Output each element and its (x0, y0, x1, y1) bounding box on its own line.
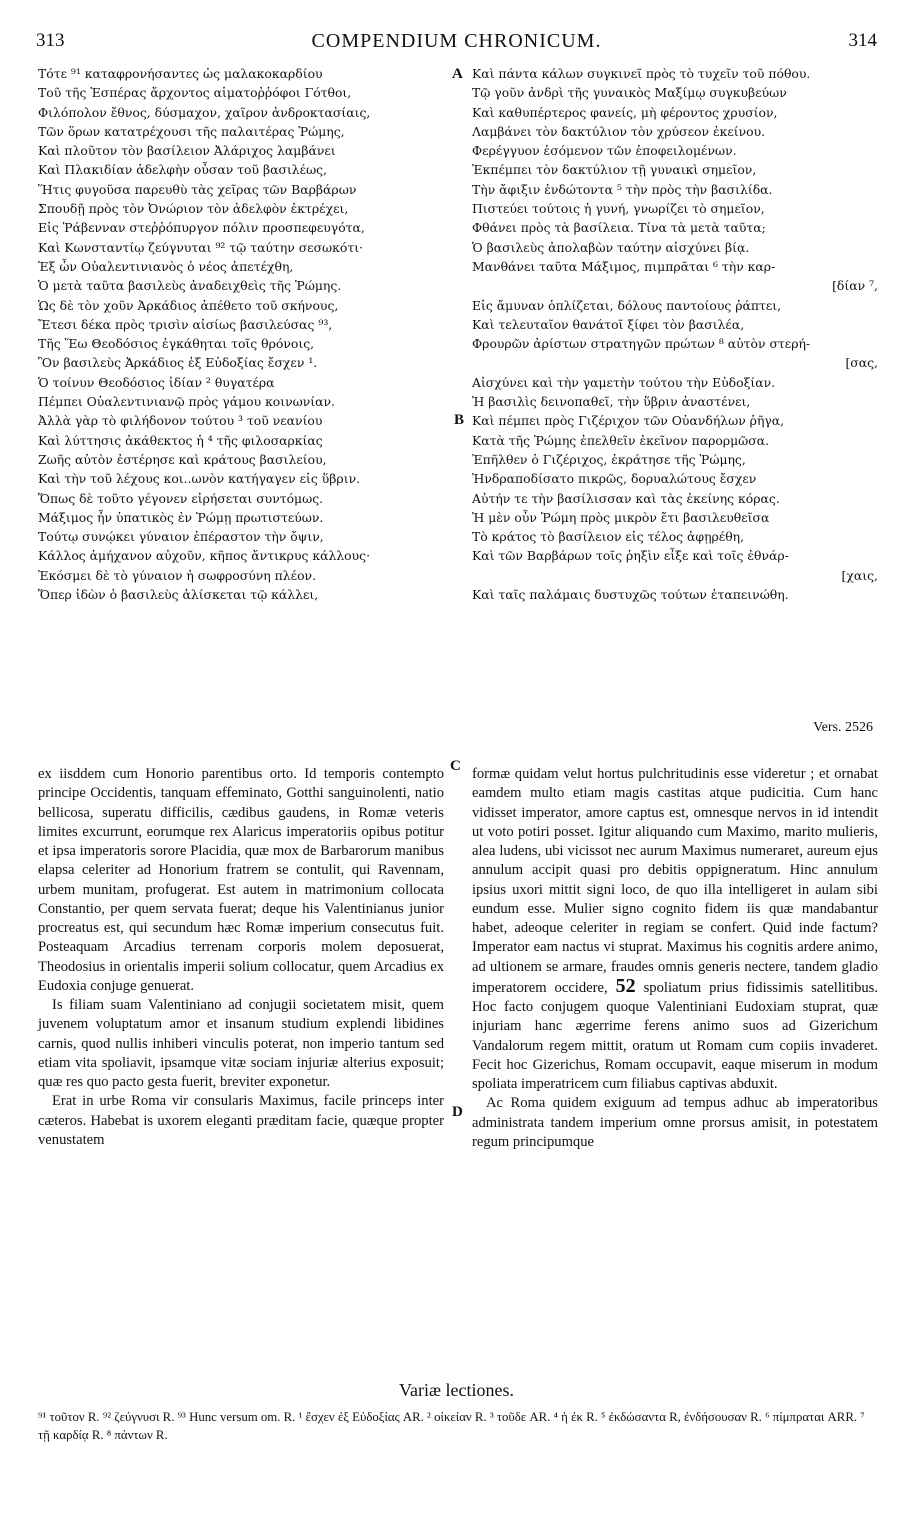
verse-line: Ζωῆς αὐτὸν ἐστέρησε καὶ κράτους βασιλείου, (38, 451, 327, 467)
variae-lectiones-notes: ⁹¹ τοῦτον R. ⁹² ζεύγνυσι R. ⁹³ Hunc versum om. R. ¹ ἔσχεν ἐξ Εὐδοξίας AR. ² οἰκείαν R. ³ τοῦδε AR. ⁴ ἡ ἐκ R. ⁵ ἐκδώσαντα R, ἐνδήσουσαν R. ⁶ πίμπραται ARR. ⁷ τῇ καρδίᾳ R. ⁸ πάντων R. (38, 1410, 865, 1442)
latin-text: spoliatum prius fidissimis satellitibus. Hoc facto conjugem quoque Valentiniani Eudoxiam stuprat, quæ injuriam hanc ægerrime ferens animo suos ad Gizerichum Vandalorum regem mittit, oratum ut Romam cum copiis invaderet. Fecit hoc Gizerichus, Romam occupavit, eaque miserum in modum spoliata imperatricem cum filiabus captivas abduxit. (472, 979, 878, 1092)
verse-line: Φερέγγυον ἐσόμενον τῶν ἐποφειλομένων. (472, 143, 737, 159)
verse-line: Ὁ βασιλεὺς ἀπολαβὼν ταύτην αἰσχύνει βίᾳ. (472, 239, 750, 255)
latin-paragraph (472, 765, 878, 1094)
verse-line: Εἰς Ῥάβενναν στεῤῥόπυργον πόλιν προσπεφευγότα, (38, 220, 365, 236)
greek-verse-column-left (38, 64, 448, 604)
verse-line: Ἠνδραποδίσατο πικρῶς, δορυαλώτους ἔσχεν (472, 471, 757, 487)
verse-line: Εἰς ἄμυναν ὁπλίζεται, δόλους παντοίους ῥάπτει, (472, 297, 782, 313)
verse-line: Τότε ⁹¹ καταφρονήσαντες ὡς μαλακοκαρδίου (38, 66, 323, 81)
verse-line: Ὁ τοίνυν Θεοδόσιος ἰδίαν ² θυγατέρα (38, 374, 275, 390)
marginal-number: 52 (615, 974, 636, 997)
verse-line: Τὴν ἄφιξιν ἐνδώτοντα ⁵ τὴν πρὸς τὴν βασιλίδα. (472, 181, 773, 197)
verse-line: [δίαν ⁷, (832, 278, 878, 294)
verse-line: Τῶν ὅρων κατατρέχουσι τῆς παλαιτέρας Ῥώμης, (38, 123, 345, 139)
running-title: COMPENDIUM CHRONICUM. (311, 30, 602, 52)
verse-line: Ἐξ ὧν Οὐαλεντινιανὸς ὁ νέος ἀπετέχθη, (38, 258, 294, 274)
verse-line: Καὶ Πλακιδίαν ἀδελφὴν οὖσαν τοῦ βασιλέως, (38, 162, 328, 178)
verse-line: Καὶ καθυπέρτερος φανείς, μὴ φέροντος χρυσίον, (472, 104, 778, 120)
page-header (36, 30, 877, 58)
greek-verse-column-right (472, 64, 878, 604)
verse-line: Ἐκόσμει δὲ τὸ γύναιον ἡ σωφροσύνη πλέον. (38, 567, 317, 583)
verse-line: Πέμπει Οὐαλεντινιανῷ πρὸς γάμου κοινωνίαν. (38, 394, 335, 410)
latin-paragraph: Ac Roma quidem exiguum ad tempus adhuc ab imperatoribus administrata tandem imperium omne prorsus amisit, in potestatem regum principumque (472, 1095, 878, 1150)
verse-line: Πιστεύει τούτοις ἡ γυνή, γνωρίζει τὸ σημεῖον, (472, 201, 765, 217)
verse-line: Καὶ λύττησις ἀκάθεκτος ἡ ⁴ τῆς φιλοσαρκίας (38, 432, 323, 448)
verse-number: Vers. 2526 (813, 720, 873, 735)
verse-line: Ὅπερ ἰδὼν ὁ βασιλεὺς ἁλίσκεται τῷ κάλλει, (38, 587, 319, 603)
variae-lectiones-heading: Variæ lectiones. (399, 1380, 514, 1400)
verse-line: Καὶ τῶν Βαρβάρων τοῖς ῥηξὶν εἶξε καὶ τοῖς ἐθνάρ- (472, 548, 789, 564)
verse-line: Καὶ πέμπει πρὸς Γιζέριχον τῶν Οὐανδήλων ῥῆγα, (472, 413, 785, 429)
verse-line: Ὅπως δὲ τοῦτο γέγονεν εἰρήσεται συντόμως. (38, 490, 324, 506)
verse-line: Φρουρῶν ἀρίστων στρατηγῶν πρώτων ⁸ αὐτὸν στερή- (472, 336, 811, 352)
verse-line: Τῆς Ἕω Θεοδόσιος ἐγκάθηται τοῖς θρόνοις, (38, 336, 315, 352)
verse-line: Μάξιμος ἦν ὑπατικὸς ἐν Ῥώμῃ πρωτιστεύων. (38, 509, 324, 525)
verse-line: Ἐπῆλθεν ὁ Γιζέριχος, ἐκράτησε τῆς Ῥώμης, (472, 451, 746, 467)
verse-line: Καὶ τὴν τοῦ λέχους κοι..ωνὸν κατήγαγεν εἰς ὕβριν. (38, 471, 361, 487)
verse-line: Τὸ κράτος τὸ βασίλειον εἰς τέλος ἀφῃρέθη, (472, 529, 745, 545)
latin-column-left (38, 765, 444, 1150)
page-number-left: 313 (36, 30, 65, 51)
latin-paragraph: Is filiam suam Valentiniano ad conjugii societatem misit, quem juvenem voluptatum amor et insanum studium explendi libidines carnis, quod nullis inhiberi vinculis poterat, non imperio tantum sed etiam vita spoliavit, ipsamque vitæ sociam injuriæ alterius exposuit; quæ res quo pacto gesta fuerit, breviter exponetur. (38, 997, 444, 1090)
verse-line: Κάλλος ἀμήχανον αὐχοῦν, κῆπος ἄντικρυς κάλλους· (38, 548, 371, 564)
margin-marker-a: A (452, 66, 463, 82)
verse-line: Ἡ μὲν οὖν Ῥώμη πρὸς μικρὸν ἔτι βασιλευθεῖσα (472, 509, 770, 525)
verse-line: Φθάνει πρὸς τὰ βασίλεια. Τίνα τὰ μετὰ ταῦτα; (472, 220, 766, 236)
verse-line: Ἔτεσι δέκα πρὸς τρισὶν αἰσίως βασιλεύσας ⁹³, (38, 316, 333, 332)
verse-line: Ὃν βασιλεὺς Ἀρκάδιος ἐξ Εὐδοξίας ἔσχεν ¹. (38, 355, 318, 371)
latin-column-right (472, 765, 878, 1152)
latin-paragraph: Erat in urbe Roma vir consularis Maximus, facile princeps inter cæteros. Habebat is uxorem eleganti præditam facie, quæque propter venustatem (38, 1093, 444, 1148)
verse-line: Σπουδῇ πρὸς τὸν Ὀνώριον τὸν ἀδελφὸν ἐκτρέχει, (38, 201, 349, 217)
verse-line: Φιλόπολον ἔθνος, δύσμαχον, χαῖρον ἀνδροκτασίαις, (38, 104, 371, 120)
verse-line: Καὶ πάντα κάλων συγκινεῖ πρὸς τὸ τυχεῖν τοῦ πόθου. (472, 66, 811, 81)
verse-line: Αἰσχύνει καὶ τὴν γαμετὴν τούτου τὴν Εὐδοξίαν. (472, 374, 776, 390)
verse-line: Ἥτις φυγοῦσα παρευθὺ τὰς χεῖρας τῶν Βαρβάρων (38, 181, 357, 197)
verse-line: Καὶ ταῖς παλάμαις δυστυχῶς τούτων ἐταπεινώθη. (472, 587, 789, 603)
verse-line: Λαμβάνει τὸν δακτύλιον τὸν χρύσεον ἐκείνου. (472, 123, 766, 139)
latin-paragraph: ex iisddem cum Honorio parentibus orto. Id temporis contempto principe Occidentis, tanquam effeminato, Gotthi sanguinolenti, natio bellicosa, superatu difficilis, cædibus gaudens, in Romæ veteris limites excurrunt, eorumque rex Alaricus imperatoriis opibus potitur et ipsa imperatoris sorore Placidia, quæ mox de Barbarorum manibus elapsa celeriter ad Honorium fratrem se contulit, qui Ravennam, urbem munitam, profugerat. Est autem in matrimonium collocata Constantio, per quem servata fuerat; deque his Valentinianus junior procreatus est, qui secundum hæc Romæ imperium consecutus fuit. Posteaquam Arcadius terrenam corporis molem deposuerat, Theodosius in orientalis imperii solium collocatur, quem Arcadius ex Eudoxia conjuge genuerat. (38, 766, 444, 994)
margin-marker-d: D (452, 1104, 463, 1120)
verse-line: Μανθάνει ταῦτα Μάξιμος, πιμπρᾶται ⁶ τὴν καρ- (472, 258, 776, 274)
verse-line: Αὐτήν τε τὴν βασίλισσαν καὶ τὰς ἐκείνης κόρας. (472, 490, 780, 506)
verse-line: Ἡ βασιλὶς δεινοπαθεῖ, τὴν ὕβριν ἀναστένει, (472, 394, 751, 410)
margin-marker-c: C (450, 758, 461, 774)
margin-marker-b: B (454, 412, 465, 428)
verse-line: Καὶ πλοῦτον τὸν βασίλειον Ἀλάριχος λαμβάνει (38, 143, 336, 159)
verse-line: Τοῦ τῆς Ἑσπέρας ἄρχοντος αἱματοῤῥόφοι Γότθοι, (38, 85, 352, 101)
verse-line: Κατὰ τῆς Ῥώμης ἐπελθεῖν ἐκεῖνον παρορμῶσα. (472, 432, 770, 448)
verse-line: Ἀλλὰ γὰρ τὸ φιλήδονον τούτου ³ τοῦ νεανίου (38, 413, 323, 429)
verse-line: Καὶ τελευταῖον θανάτοῖ ξίφει τὸν βασιλέα, (472, 316, 745, 332)
verse-line: Ἐκπέμπει τὸν δακτύλιον τῇ γυναικὶ σημεῖον, (472, 162, 757, 178)
verse-line: Τούτῳ συνῴκει γύναιον ἐπέραστον τὴν ὄψιν, (38, 529, 324, 545)
verse-line: Τῷ γοῦν ἀνδρὶ τῆς γυναικὸς Μαξίμῳ συγκυβεύων (472, 85, 787, 101)
verse-line: [σας, (845, 355, 878, 371)
verse-line: Καὶ Κωνσταντίῳ ζεύγνυται ⁹² τῷ ταύτην σεσωκότι· (38, 239, 364, 255)
verse-line: Ὁ μετὰ ταῦτα βασιλεὺς ἀναδειχθεὶς τῆς Ῥώμης. (38, 278, 342, 294)
latin-text: formæ quidam velut hortus pulchritudinis esse videretur ; et ornabat eamdem multo etiam magis castitas atque pudicitia. Cum hanc vidisset imperator, amore captus est, omnesque nervos in id intendit ut voto potiri posset. Igitur aliquando cum Maximo, marito mulieris, alea ludens, ubi vicissot nec aurum Maximus numeraret, aureum ejus annulum accipit quasi pro debitis oppigneratum. Hinc annulum ipsius uxori mittit signi loco, de quo illa intelligeret in aulam sibi eundum esse. Mulier signo cognito fidem iis quæ mandabantur habet, adeoque celeriter in regiam se confert. Quid inde factum? Imperator eam nactus vi stuprat. Maximus his cognitis ardere animo, ad ultionem se armare, fraudes omnis generis nectere, tandem gladio imperatorem occidere, (472, 766, 878, 996)
verse-line: [χαις, (841, 567, 878, 583)
page-number-right: 314 (848, 30, 877, 51)
verse-line: Ὡς δὲ τὸν χοῦν Ἀρκάδιος ἀπέθετο τοῦ σκήνους, (38, 297, 339, 313)
